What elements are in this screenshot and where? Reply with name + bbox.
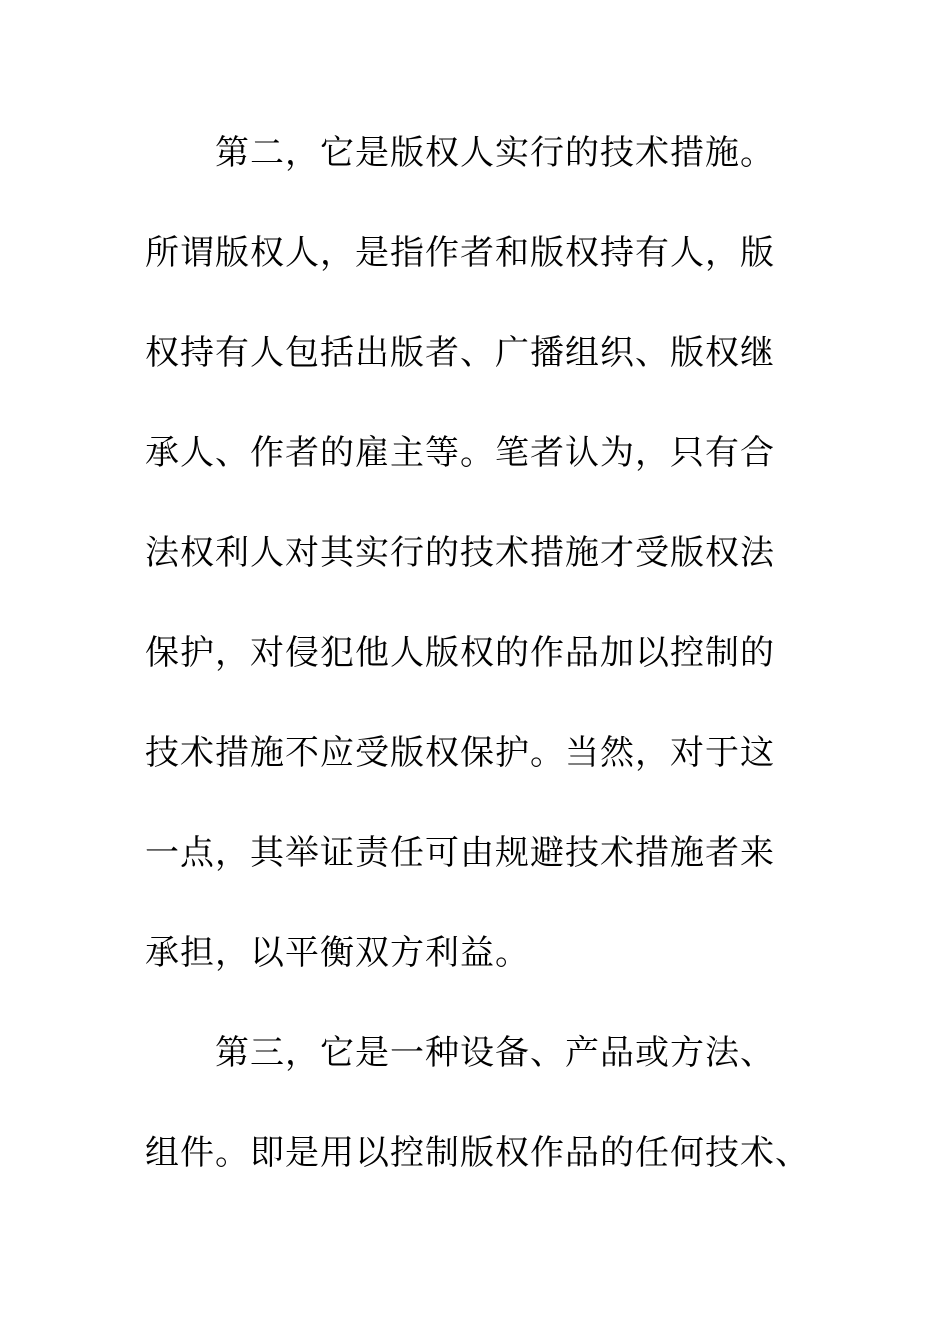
- text-line: 承担，以平衡双方利益。: [145, 933, 530, 973]
- text-line: 一点，其举证责任可由规避技术措施者来: [145, 833, 775, 873]
- text-line: 所谓版权人，是指作者和版权持有人，版: [145, 233, 775, 273]
- text-line: 第二，它是版权人实行的技术措施。: [215, 133, 775, 173]
- text-line: 组件。即是用以控制版权作品的任何技术、: [145, 1133, 810, 1173]
- text-line: 技术措施不应受版权保护。当然，对于这: [145, 733, 775, 773]
- text-line: 权持有人包括出版者、广播组织、版权继: [145, 333, 775, 373]
- text-line: 保护，对侵犯他人版权的作品加以控制的: [145, 633, 775, 673]
- text-line: 法权利人对其实行的技术措施才受版权法: [145, 533, 775, 573]
- text-line: 承人、作者的雇主等。笔者认为，只有合: [145, 433, 775, 473]
- text-line: 第三，它是一种设备、产品或方法、: [215, 1033, 775, 1073]
